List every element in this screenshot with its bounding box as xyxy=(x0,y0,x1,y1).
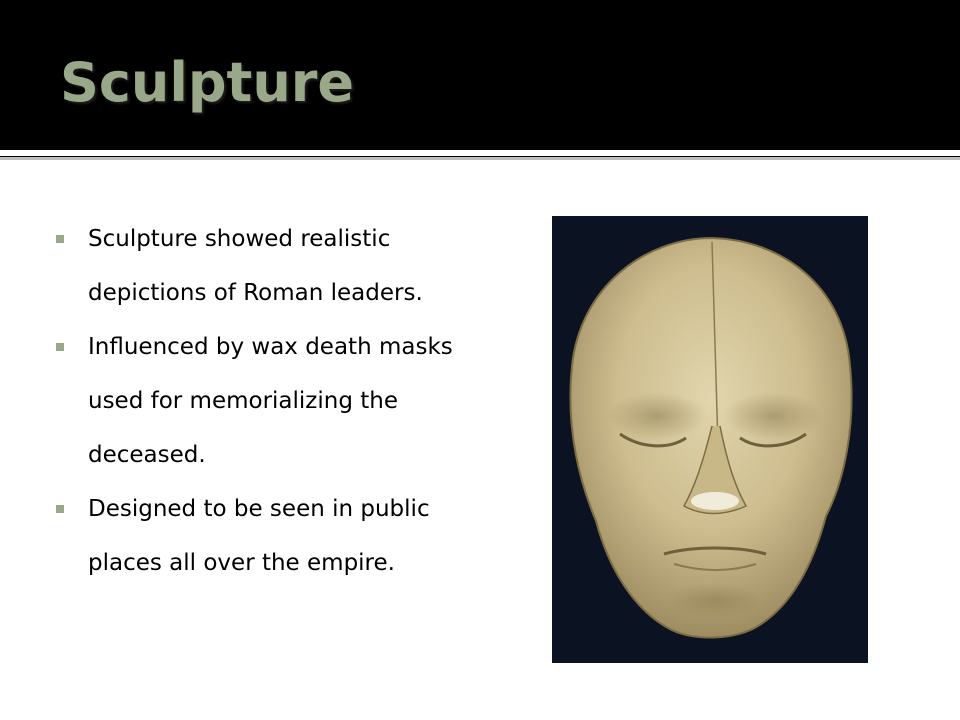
bullet-text: Sculpture showed realistic depictions of Roman leaders. xyxy=(88,226,423,306)
bullet-item xyxy=(52,320,482,482)
bullet-item xyxy=(52,212,482,320)
square-bullet-icon xyxy=(56,343,64,351)
square-bullet-icon xyxy=(56,505,64,513)
slide-title: Sculpture xyxy=(60,51,355,114)
death-mask-illustration xyxy=(552,216,868,663)
bullet-text: Influenced by wax death masks used for memorializing the deceased. xyxy=(88,334,453,468)
bullet-list xyxy=(52,212,482,590)
bullet-item xyxy=(52,482,482,590)
content-area xyxy=(0,160,960,720)
title-band xyxy=(0,0,960,150)
title-divider-bar xyxy=(0,150,960,156)
square-bullet-icon xyxy=(56,235,64,243)
bullet-text: Designed to be seen in public places all over the empire. xyxy=(88,496,430,576)
death-mask-image xyxy=(552,216,868,663)
